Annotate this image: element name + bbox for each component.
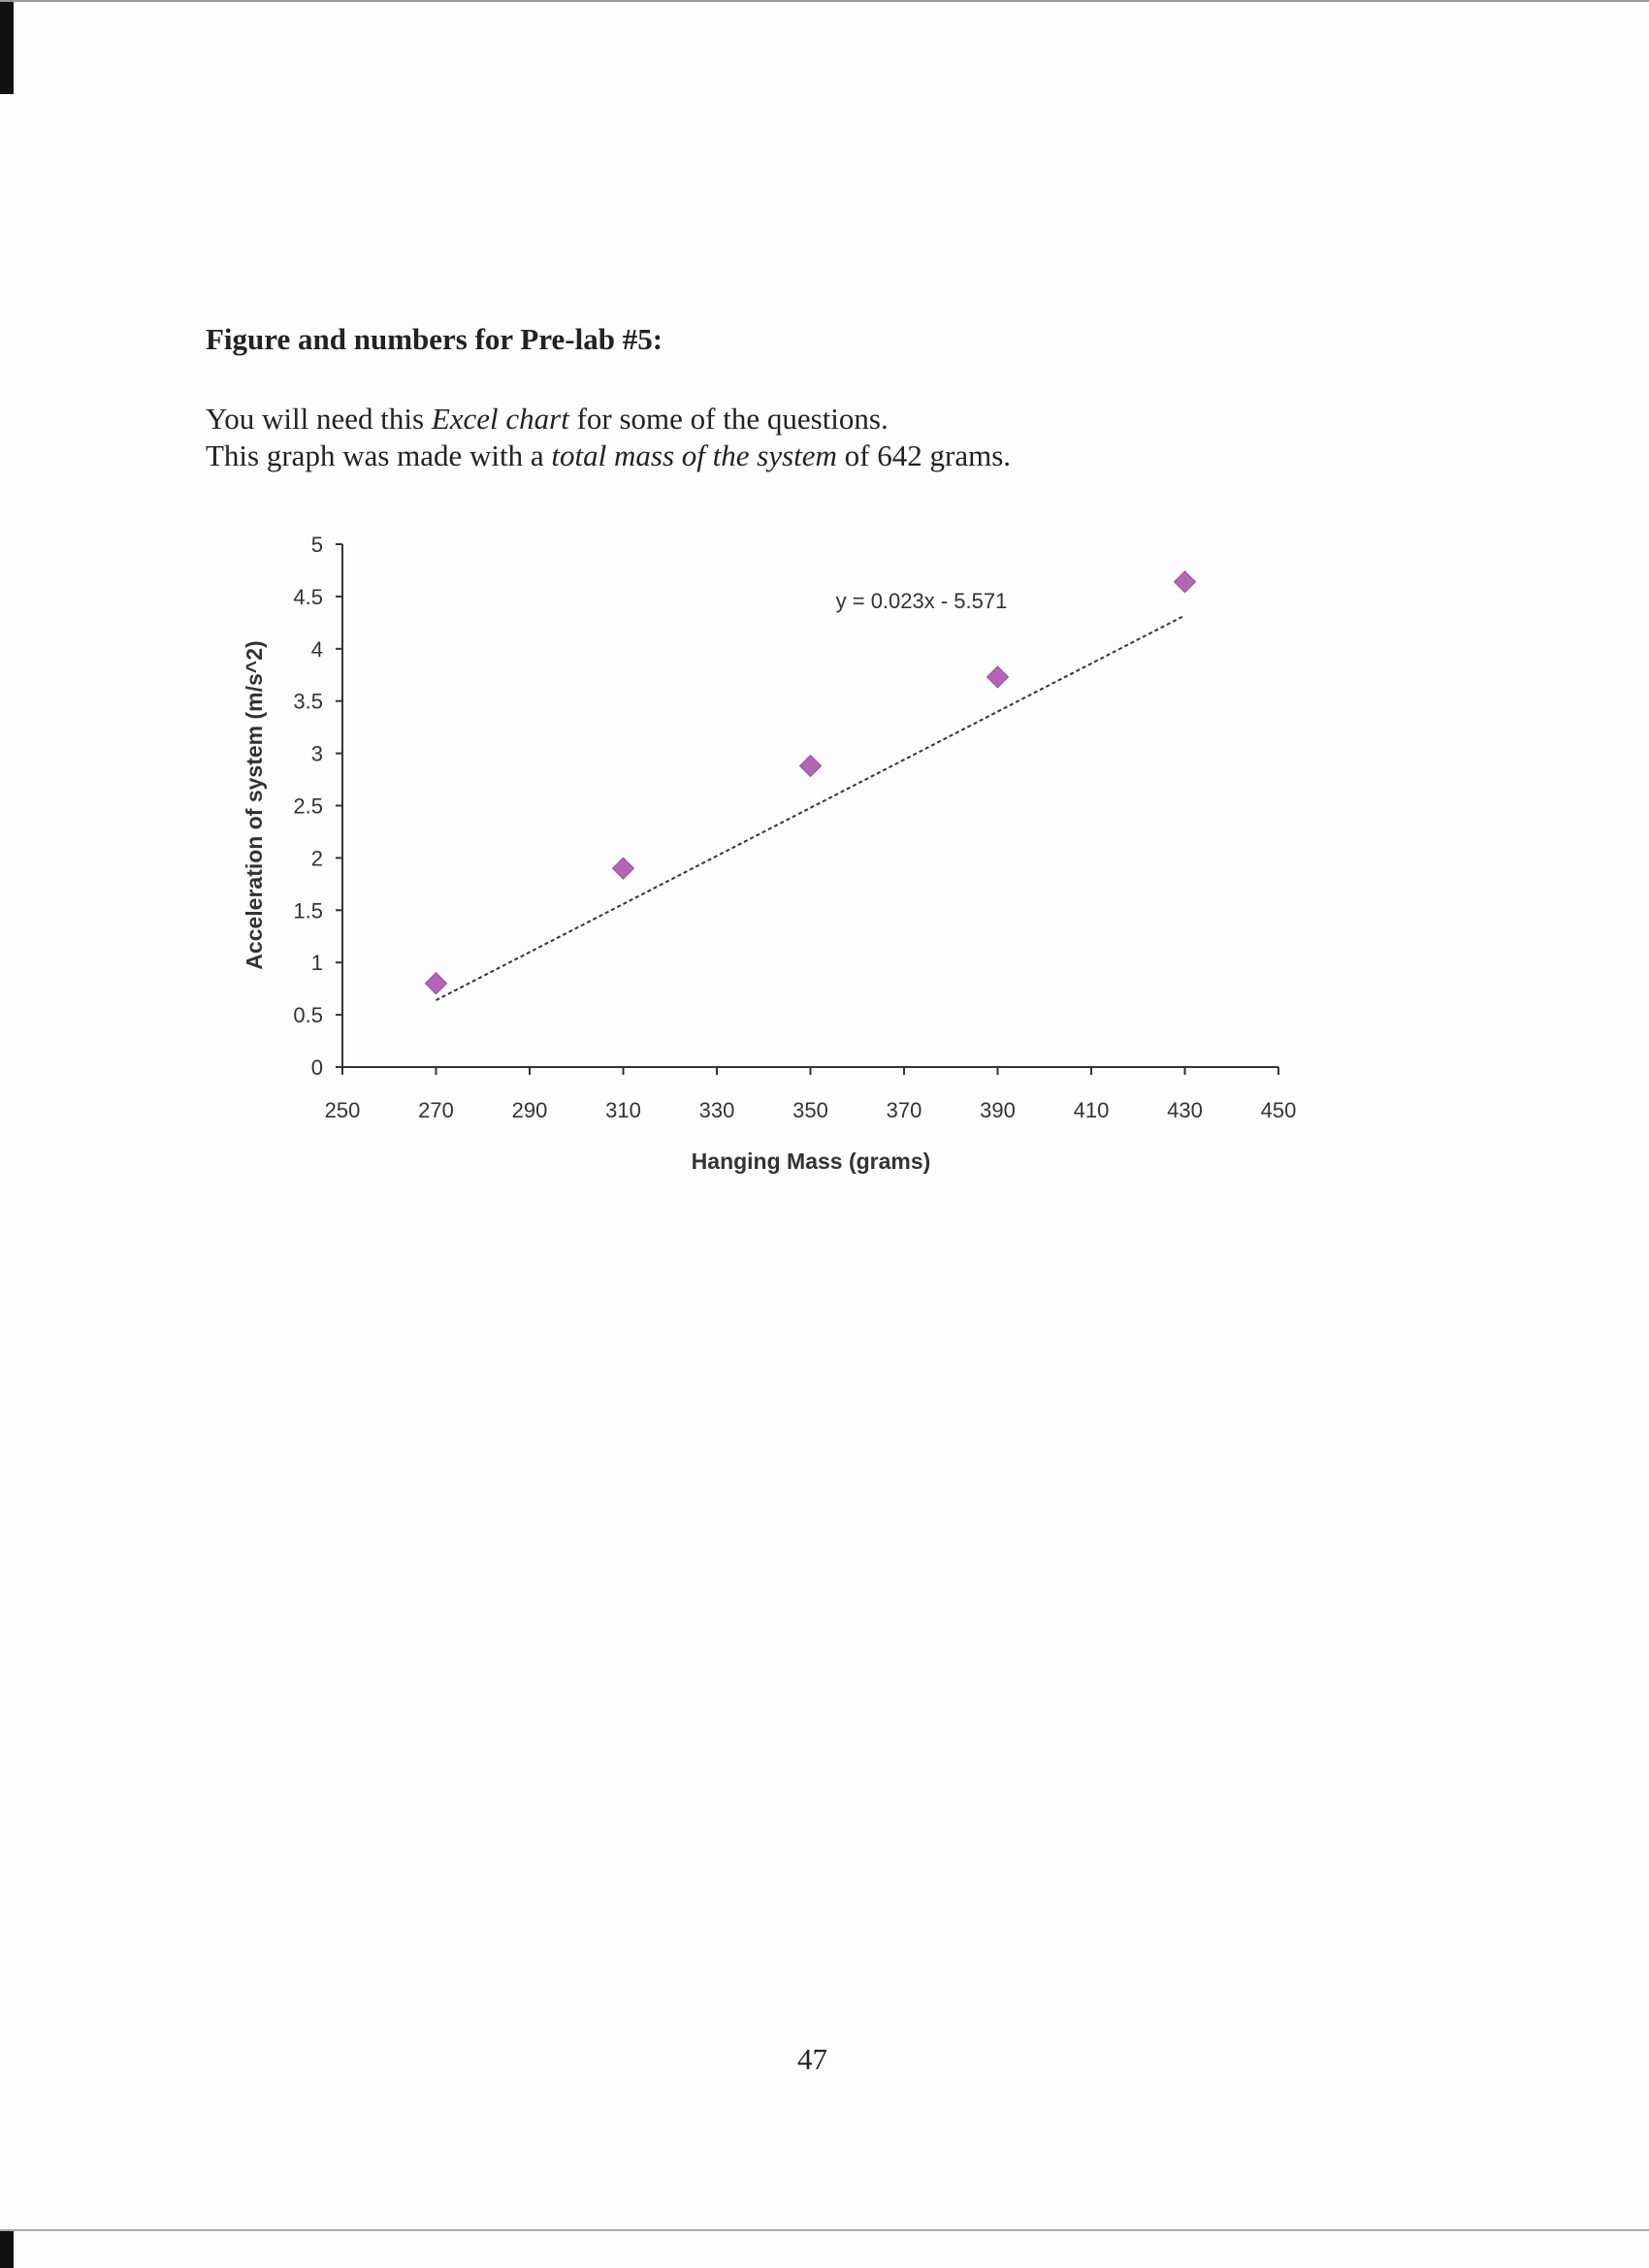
x-tick-label: 310 (605, 1098, 641, 1122)
italic-phrase: total mass of the system (551, 438, 837, 472)
y-tick-label: 2.5 (293, 794, 323, 819)
text-segment: for some of the questions. (568, 402, 889, 436)
text-segment: This graph was made with a (206, 438, 552, 472)
y-tick-label: 5 (310, 533, 323, 557)
trendline-equation: y = 0.023x - 5.571 (835, 589, 1008, 613)
x-tick-label: 330 (698, 1098, 735, 1122)
y-tick-label: 1.5 (293, 898, 323, 923)
trendline (436, 615, 1185, 1000)
x-tick-label: 410 (1073, 1098, 1110, 1122)
data-point (426, 973, 447, 994)
y-tick-label: 0.5 (293, 1003, 323, 1028)
x-tick-label: 250 (324, 1098, 361, 1122)
scan-edge-bottom (0, 2231, 14, 2268)
x-axis-label: Hanging Mass (grams) (691, 1149, 931, 1174)
y-axis-label: Acceleration of system (m/s^2) (242, 640, 267, 970)
y-tick-label: 2 (310, 846, 323, 871)
x-tick-label: 390 (980, 1098, 1016, 1122)
y-tick-label: 4 (310, 636, 323, 662)
x-tick-label: 430 (1167, 1098, 1203, 1122)
y-tick-label: 3.5 (293, 689, 323, 714)
y-tick-label: 3 (310, 741, 323, 766)
page-heading: Figure and numbers for Pre-lab #5: (206, 322, 663, 356)
y-tick-label: 4.5 (293, 584, 323, 609)
x-tick-label: 270 (418, 1098, 454, 1122)
italic-phrase: Excel chart (431, 402, 569, 436)
x-tick-label: 290 (511, 1098, 548, 1122)
data-point (987, 666, 1009, 688)
data-point (1175, 571, 1196, 593)
scan-line-bottom (0, 2229, 1649, 2231)
x-tick-label: 450 (1260, 1098, 1297, 1122)
y-tick-label: 0 (310, 1055, 323, 1080)
x-tick-label: 350 (792, 1098, 828, 1122)
x-tick-label: 370 (886, 1098, 922, 1122)
text-segment: You will need this (206, 402, 432, 436)
page-number: 47 (797, 2042, 827, 2076)
text-segment: of 642 grams. (836, 438, 1012, 472)
data-point (613, 858, 634, 879)
data-point (800, 756, 822, 777)
y-tick-label: 1 (310, 951, 323, 976)
